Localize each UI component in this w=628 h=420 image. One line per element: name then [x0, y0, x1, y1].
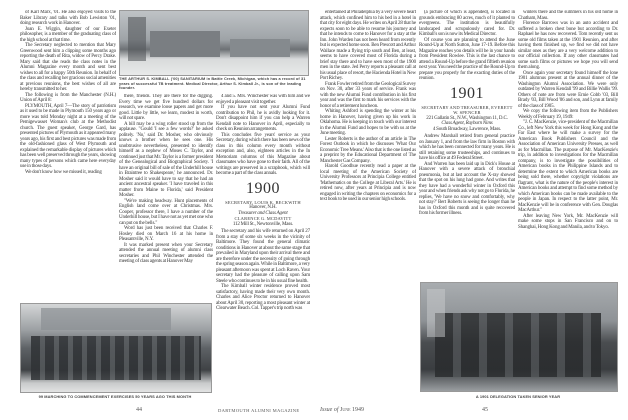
paragraph: of Karl Marx, '01. He also enjoyed visits to the Baker Library and talks with Bob Lewiston '01, doing research work in Hanover. [20, 10, 116, 26]
running-footer-right [320, 407, 364, 414]
paragraph: This concludes five years' service as your Secretary, during which there has been news of the class in this column every month without exception and, also, eighteen articles in the In Memoriam columns of this Magazine about classmates who have gone to their faith. All of the writings are preserved in a scrapbook, which will become a part of the class annals. [216, 132, 310, 176]
delegation-photo-caption: A 1901 DELEGATION TAKEN SENIOR YEAR [475, 394, 561, 399]
paragraph: Lester Roberts is the author of an article in The Forest Outlook in which he discusses 'What Our Economic Tree Means.' Also that is the one listed as a preprint by the Educational Department of The Manchester Gas Company. [320, 136, 416, 164]
paragraph: PLYMOUTH, April 7—The story of patriotism as it used to be made in Plymouth 150 years ago or more was told Monday night at a meeting of the Pemigewasset Woman's club at the Methodist church. The guest speaker, George Gard, has presented pictures of Plymouth as it appeared many years ago, his first and best pictures was made from the old-fashioned glass of West Plymouth and explained the remarkable display of pictures which has been well preserved through the years, showing many types of persons which came here everyday use in those days. [20, 103, 116, 169]
paragraph: It was marked present when your Secretary attended the annual meeting of alumni class secretaries and Phil Winchester attended the meeting of class agents at Hanover May [119, 242, 213, 264]
left-col-2 [119, 94, 213, 300]
sanitarium-photo [119, 10, 309, 76]
paragraph: Joan E. Wiggin, daughter of our Exeter philosopher, is a member of the graduating class of the high school at that time. [20, 26, 116, 43]
paragraph: winters there and the summers in his old home in Chatham, Mass. [518, 10, 618, 21]
paragraph: If you have not sent your Alumni Fund contribution to Phil, he is avidly looking for it. Don't disappoint him if you can help a Warren Kendall note to Hanover in April, especially to check on Reunion arrangements. [216, 105, 310, 132]
secretary-city: Hanover, N.H. [249, 205, 277, 210]
commencement-march-photo [20, 303, 212, 393]
paragraph: 4 and 5. Mrs. Winchester was with him and we enjoyed a pleasant visit together. [216, 94, 310, 105]
right-page [314, 0, 628, 420]
commencement-photo-caption: 99 MARCHING TO COMMENCEMENT EXERCISES 50 YEARS AGO THIS MONTH [38, 394, 192, 399]
page-number-left: 44 [136, 407, 142, 413]
class-delegation-photo [420, 282, 618, 392]
paragraph: After leaving New York, Mr. MacKenzie will make some stops in San Francisco and on to Shanghai, Hong Kong and Manila, and to Tokyo. [518, 213, 618, 230]
paragraph: Harold Goodhue recently read a paper at the local meeting of the American Society of University Professors at Principia College entitled 'Mathematics on the College at Liberal Arts.' He is retired now, after years at Principia and is now engaged in writing the chapters on economics for a text book to be used in our senior high schools. [320, 164, 416, 202]
paragraph: Whiting Ashford is spending the winter at his home in Hanover, having given up his work in Oklahoma. He is keeping in touch with our interest in the Alumni Fund and hopes to be with us at the June meeting. [320, 109, 416, 136]
running-footer-left: DARTMOUTH ALUMNI MAGAZINE [218, 408, 300, 413]
paragraph: The secretary and his wife returned on April 27 from a stay of some six weeks in the vicinity of Baltimore. They found the general climatic conditions in Hanover at about the same stage that prevailed in Maryland upon their arrival there and are therefore under the necessity of going through the spring season again. While in Baltimore, a very pleasant afternoon was spent at Loch Raven. Your secretary had the pleasure of calling upon Sam Steele who continues to be in his usual fine health. [216, 229, 310, 284]
page-number-right: 45 [482, 407, 488, 413]
right-col-2 [419, 10, 515, 274]
sanitarium-photo-caption: THE ARTHUR S. KIMBALL ('00) SANITARIUM in Battle Creek, Michigan, which has a record of 31 years of successful TB treatment. Medical Director, Arthur S. Kimball Jr., is son of the leading founder. [119, 77, 306, 91]
paragraph: A bill may be a wing roller stood up from the applause. "Gould 'I see a few words?' he asked politely. 'No,' said Dr. Mosher, who obviously knows a brother when he sees one. His unobtrusive nevertheless, presented to identify himself as a nephew of Moses C. Taylor, and continued just that Mr. Taylor is a former president of the Genealogical and Biographical Society. 'I have an original bill of sale of the Underhill house in Braintree to Shakespeare,' he announced. Dr. Mosher said it would have to say that he had an ancient ancestral speaker. 'I have traveled in this matter from Maine to Florida,' said President Mosher. [119, 121, 213, 198]
paragraph: We copy the following item from the Publishers Weekly of February 19, 1949: [518, 109, 618, 120]
paragraph: there, friends. They are there for the digging. Every time we get five hundred dollars for research, we examine loose papers and get more good. Little by little, we learn, modest in worth, will not spare. [119, 94, 213, 121]
agent-address: 4 South Broadway, Lawrence, Mass. [432, 126, 502, 132]
paragraph: (a picture of which is appended), is located in grounds embracing 80 acres, much of it planted to evergreens. The institution is beautifully landscaped and scrupulously cared for. Dr. Kimball's son is now its Medical Director. [419, 10, 515, 37]
paragraph: We don't know how we missed it, reading [25, 169, 102, 175]
right-col-3 [518, 10, 618, 278]
agent-line: Treasurer and Class Agent [238, 210, 288, 216]
paragraph: The Kimball winter residence proved most satisfactory, having made their very own month. Charles and Alice Proctor returned to Hanover about April 30, reporting a most pleasant winter at Clearwater Beach. Col. Tapper's trip north was [216, 284, 310, 311]
agent-line: Class Agent, Rayburn Nims [441, 121, 493, 126]
footer-month: June 1949 [340, 407, 365, 413]
right-col-1 [320, 10, 416, 394]
paragraph: "J. C. MacKenzie, vice-president of the Macmillan Co., left New York this week for Hong Kong and the Far East where he will make a survey for the American Book Publishers Council and the Association of American University Presses, as well as for Macmillan. The purpose of Mr. MacKenzie's trip, in addition to investigations for the Macmillan company, is to investigate the possibilities of American books in the Philippine Islands and to determine the extent to which American books are being sold there, whether copyright violations are flagrant, what is the nature of the people's interest in American books and attempt to find some method by which American books can be made available to the people in Japan. In respect to the latter point, Mr. MacKenzie will be in conference with Gen. Douglas MacArthur." [518, 120, 618, 213]
secretary-line: SECRETARY, LOUIS K. BECKWITH [225, 199, 301, 205]
paragraph: And Warren has been laid up in Dick's House at Hanover with a severe attack of bronchial pneumonia, but at last account the X-ray showed that the spot on his lung had gone. And writes that they have had a wonderful winter in Oxford this year and when friends ask why not go to Florida, he replies, 'We have no snow and comfortably, why not stay?' Bert Roberts is seeing the longer than he has in Oxford this month and is quite recovered from his former illness. [419, 161, 515, 216]
paragraph: Florence Barrows was in an auto accident and suffered a broken chest bone but according to Dr. Raphael he has now recovered. Tom recently sent us some old films taken at the 1901 Reunion, and after having them finished up, we find we did not have similar ones as they are a very welcome addition to our official collection. If any other classmates had some such films or pictures we hope you will send them along. [518, 21, 618, 70]
footer-prefix: Issue of [320, 407, 339, 413]
left-col-3 [216, 94, 310, 392]
secretary-address: 221 Gallatin St., N.W., Washington 11, D.C. [426, 115, 508, 121]
paragraph: Once again your secretary found himself the lone 1901 alumnus present at the annual dinner of the Washington Alumni Association. We were only outdated by Warren Kendall '99 and Billie Wallis '99. Others of note are from were Ernie Cobb '03, Bill Brady '03, Bill Wood '06 and son, and Lynn at family of the class of 1905. [518, 70, 618, 109]
paragraph: entertained at Philadelphia by a very severe heart attack, which confined him to his bed in a hotel in that city for eight days. He writes on April 28 that he expects soon to be able to resume his journey and that he intends to come to Hanover for a stay at the Inn. John Warden has not been heard from recently but is expected home soon. Ben Prescott and Arthur Wallace made a flying trip south and Ben, at least, seems to have covered most of Florida during a brief stay there and to have seen most of the 1900 men in the state. Jed Perry reports a pleasant call at his usual place of resort, the Hacienda Hotel in New Port Richey. [320, 10, 416, 81]
class-year-heading: 1901 [450, 84, 484, 102]
paragraph: Word has just been received that Charles F. Hosley died on March 16 at his home in Pleasantville, N.Y. [119, 226, 213, 242]
paragraph: Frank Fowler retired from the Geological Survey on Nov. 30, after 33 years of service. Frank was with the new Alumni Fund contribution in his first year and was the first to mark his services with the honor of a retirement luncheon. [320, 81, 416, 109]
agent-address: 112 Mill St., Newtonville, Mass. [232, 221, 294, 227]
paragraph: The Secretary neglected to mention that Mary Greenwood sent him a clipping some months ago reporting the death of Rita, widow of Percy Drake. Mary said that she reads the class notes in the Alumni Magazine every month and sent best wishes to all for a happy 50th Reunion. In behalf of the class and recalling her gracious social amenities at previous reunions, the best wishes of all are hereby transmitted to her. [20, 43, 116, 92]
agent-name: CLARENCE G. MCDAVITT [234, 216, 292, 221]
paragraph: Of course you are planning to attend the June Round-Up at North Sutton, June 17-19. Before this Magazine reaches you details will be in your hands from President Rowlee. This is the last chance to attend a Round-Up before the grand fiftieth reunion next year. You need the practice of the Round-Up to prepare you properly for the exacting duties of the reunion. [419, 37, 515, 81]
class-year-heading: 1900 [246, 179, 280, 197]
secretary-line: SECRETARY AND TREASURER, EVERETT W. SPENCER [421, 104, 513, 115]
paragraph: "We're making headway. Hunt placements of English land come over at Christmas. Mrs. Cooper, professor there, I have a number of the Underhill house, but I have not as yet met one who can put on the bells." [119, 198, 213, 226]
paragraph: The following is from the Manchester (N.H.) Union of April 8: [20, 92, 116, 103]
left-col-1 [20, 10, 116, 300]
paragraph: Andrew Marshall retired from general practice on January 1, and from the law firm in Boston with which he has been connected for many years. He is still retaining some trusteeships, and continues to have his office at 49 Federal Street. [419, 134, 515, 161]
